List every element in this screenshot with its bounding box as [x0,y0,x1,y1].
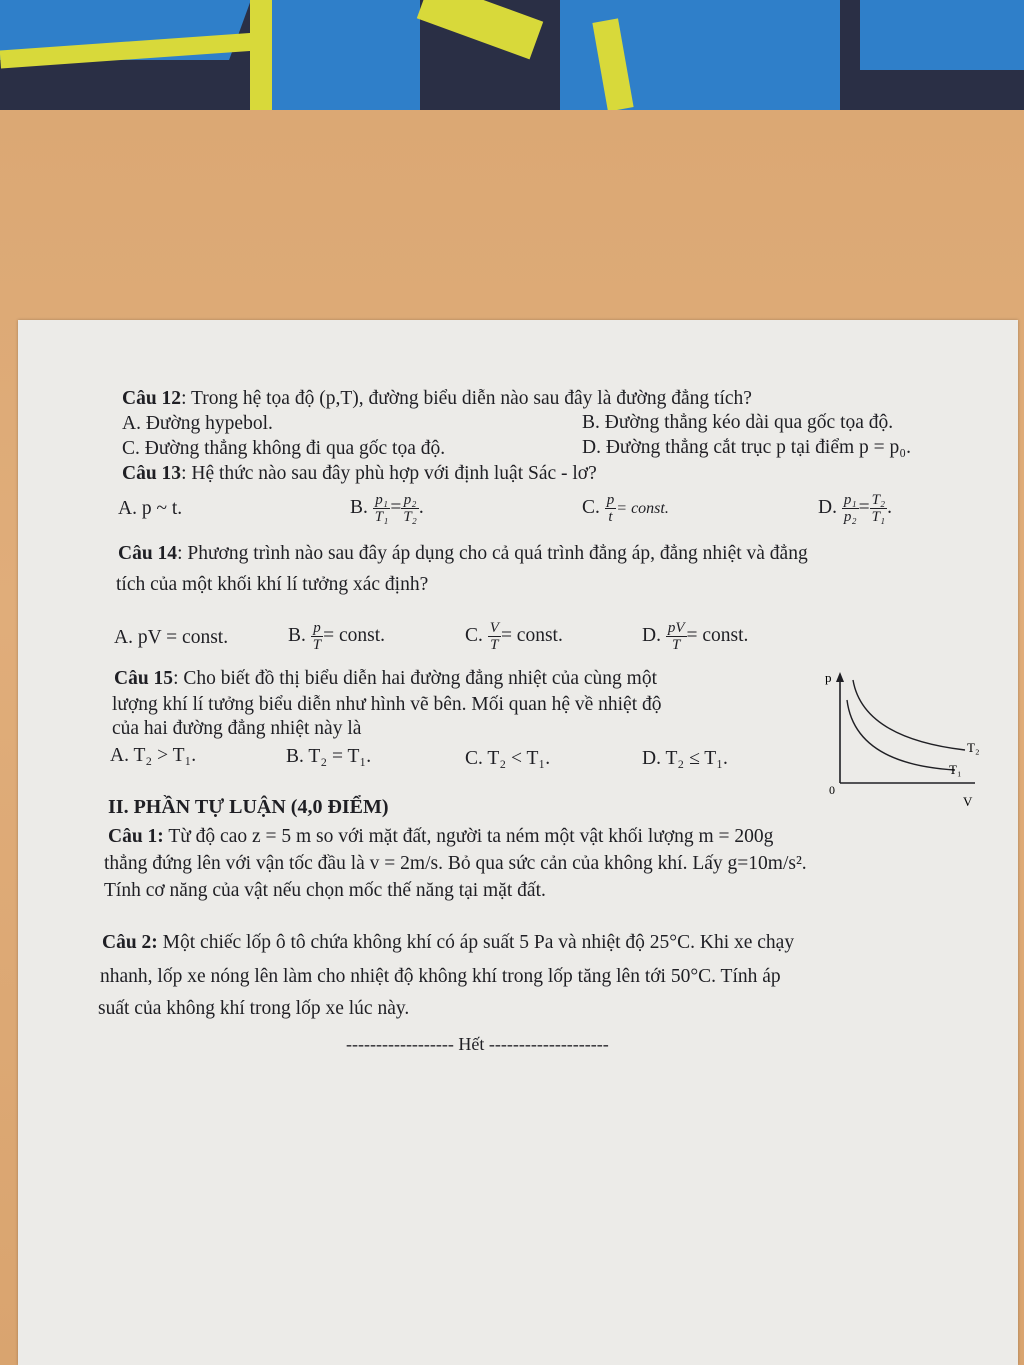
essay1-line3: Tính cơ năng của vật nếu chọn mốc thế năng tại mặt đất. [104,880,546,901]
q15-stem-line3: của hai đường đẳng nhiệt này là [112,718,362,739]
q12-stem: Câu 12: Trong hệ tọa độ (p,T), đường biểu diễn nào sau đây là đường đẳng tích? [122,388,752,409]
q15-option-a: A. T₂ > T₁. [110,745,197,766]
isotherm-graph [815,668,990,813]
q14-option-c: C. $\frac{V}{T}$ = const. [465,620,563,653]
q14-option-d: D. $\frac{pV}{T}$ = const. [642,620,749,653]
q12-option-a: A. Đường hypebol. [122,413,273,434]
q15-stem-line2: lượng khí lí tưởng biểu diễn như hình vẽ bên. Mối quan hệ về nhiệt độ [112,694,662,715]
q14-stem-line1: Câu 14: Phương trình nào sau đây áp dụng cho cả quá trình đẳng áp, đẳng nhiệt và đẳng [118,543,808,564]
q14-option-b: B. $\frac{p}{T}$ = const. [288,620,386,653]
q13-option-a: A. p ~ t. [118,498,183,519]
isotherm-curve-t2 [853,680,965,750]
section2-title: II. PHẦN TỰ LUẬN (4,0 ĐIỂM) [108,796,389,818]
q15-option-b: B. T₂ = T₁. [286,746,372,767]
essay1-line1: Câu 1: Từ độ cao z = 5 m so với mặt đất, người ta ném một vật khối lượng m = 200g [108,826,774,847]
curve-label-t1: T₁ [949,762,962,777]
q15-option-c: C. T₂ < T₁. [465,748,551,769]
q13-option-b: B. $\frac{\text{p₁}}{\text{T₁}}$ = $\frac{\text{p₂}}{\text{T₂}}$ . [350,492,424,525]
y-axis-label: p [825,670,832,685]
q15-option-d: D. T₂ ≤ T₁. [642,748,728,769]
q12-option-b: B. Đường thẳng kéo dài qua gốc tọa độ. [582,412,894,433]
essay1-line2: thẳng đứng lên với vận tốc đầu là v = 2m/s. Bỏ qua sức cản của không khí. Lấy g=10m/s². [104,853,807,874]
curve-label-t2: T₂ [967,740,980,755]
q12-option-c: C. Đường thẳng không đi qua gốc tọa độ. [122,438,446,459]
origin-label: 0 [829,783,835,797]
essay2-line3: suất của không khí trong lốp xe lúc này. [98,998,410,1019]
q15-stem-line1: Câu 15: Cho biết đồ thị biểu diễn hai đường đẳng nhiệt của cùng một [114,668,657,689]
q14-stem-line2: tích của một khối khí lí tưởng xác định? [116,574,429,595]
end-marker: ------------------ Hết -------------------- [346,1034,609,1054]
q13-option-d: D. $\frac{\text{p₁}}{\text{p₂}}$ = $\frac{\text{T₂}}{\text{T₁}}$ . [818,492,892,525]
q13-stem: Câu 13: Hệ thức nào sau đây phù hợp với định luật Sác - lơ? [122,463,597,484]
x-axis-label: V [963,794,973,809]
q13-option-c: C. $\frac{p}{t}$ = const. [582,492,669,525]
essay2-line2: nhanh, lốp xe nóng lên làm cho nhiệt độ không khí trong lốp tăng lên tới 50°C. Tính áp [100,966,781,987]
essay2-line1: Câu 2: Một chiếc lốp ô tô chứa không khí có áp suất 5 Pa và nhiệt độ 25°C. Khi xe chạy [102,932,795,953]
q12-option-d: D. Đường thẳng cắt trục p tại điểm p = p₀. [582,437,911,458]
q14-option-a: A. pV = const. [114,627,229,648]
y-axis-arrow-icon [836,672,844,682]
